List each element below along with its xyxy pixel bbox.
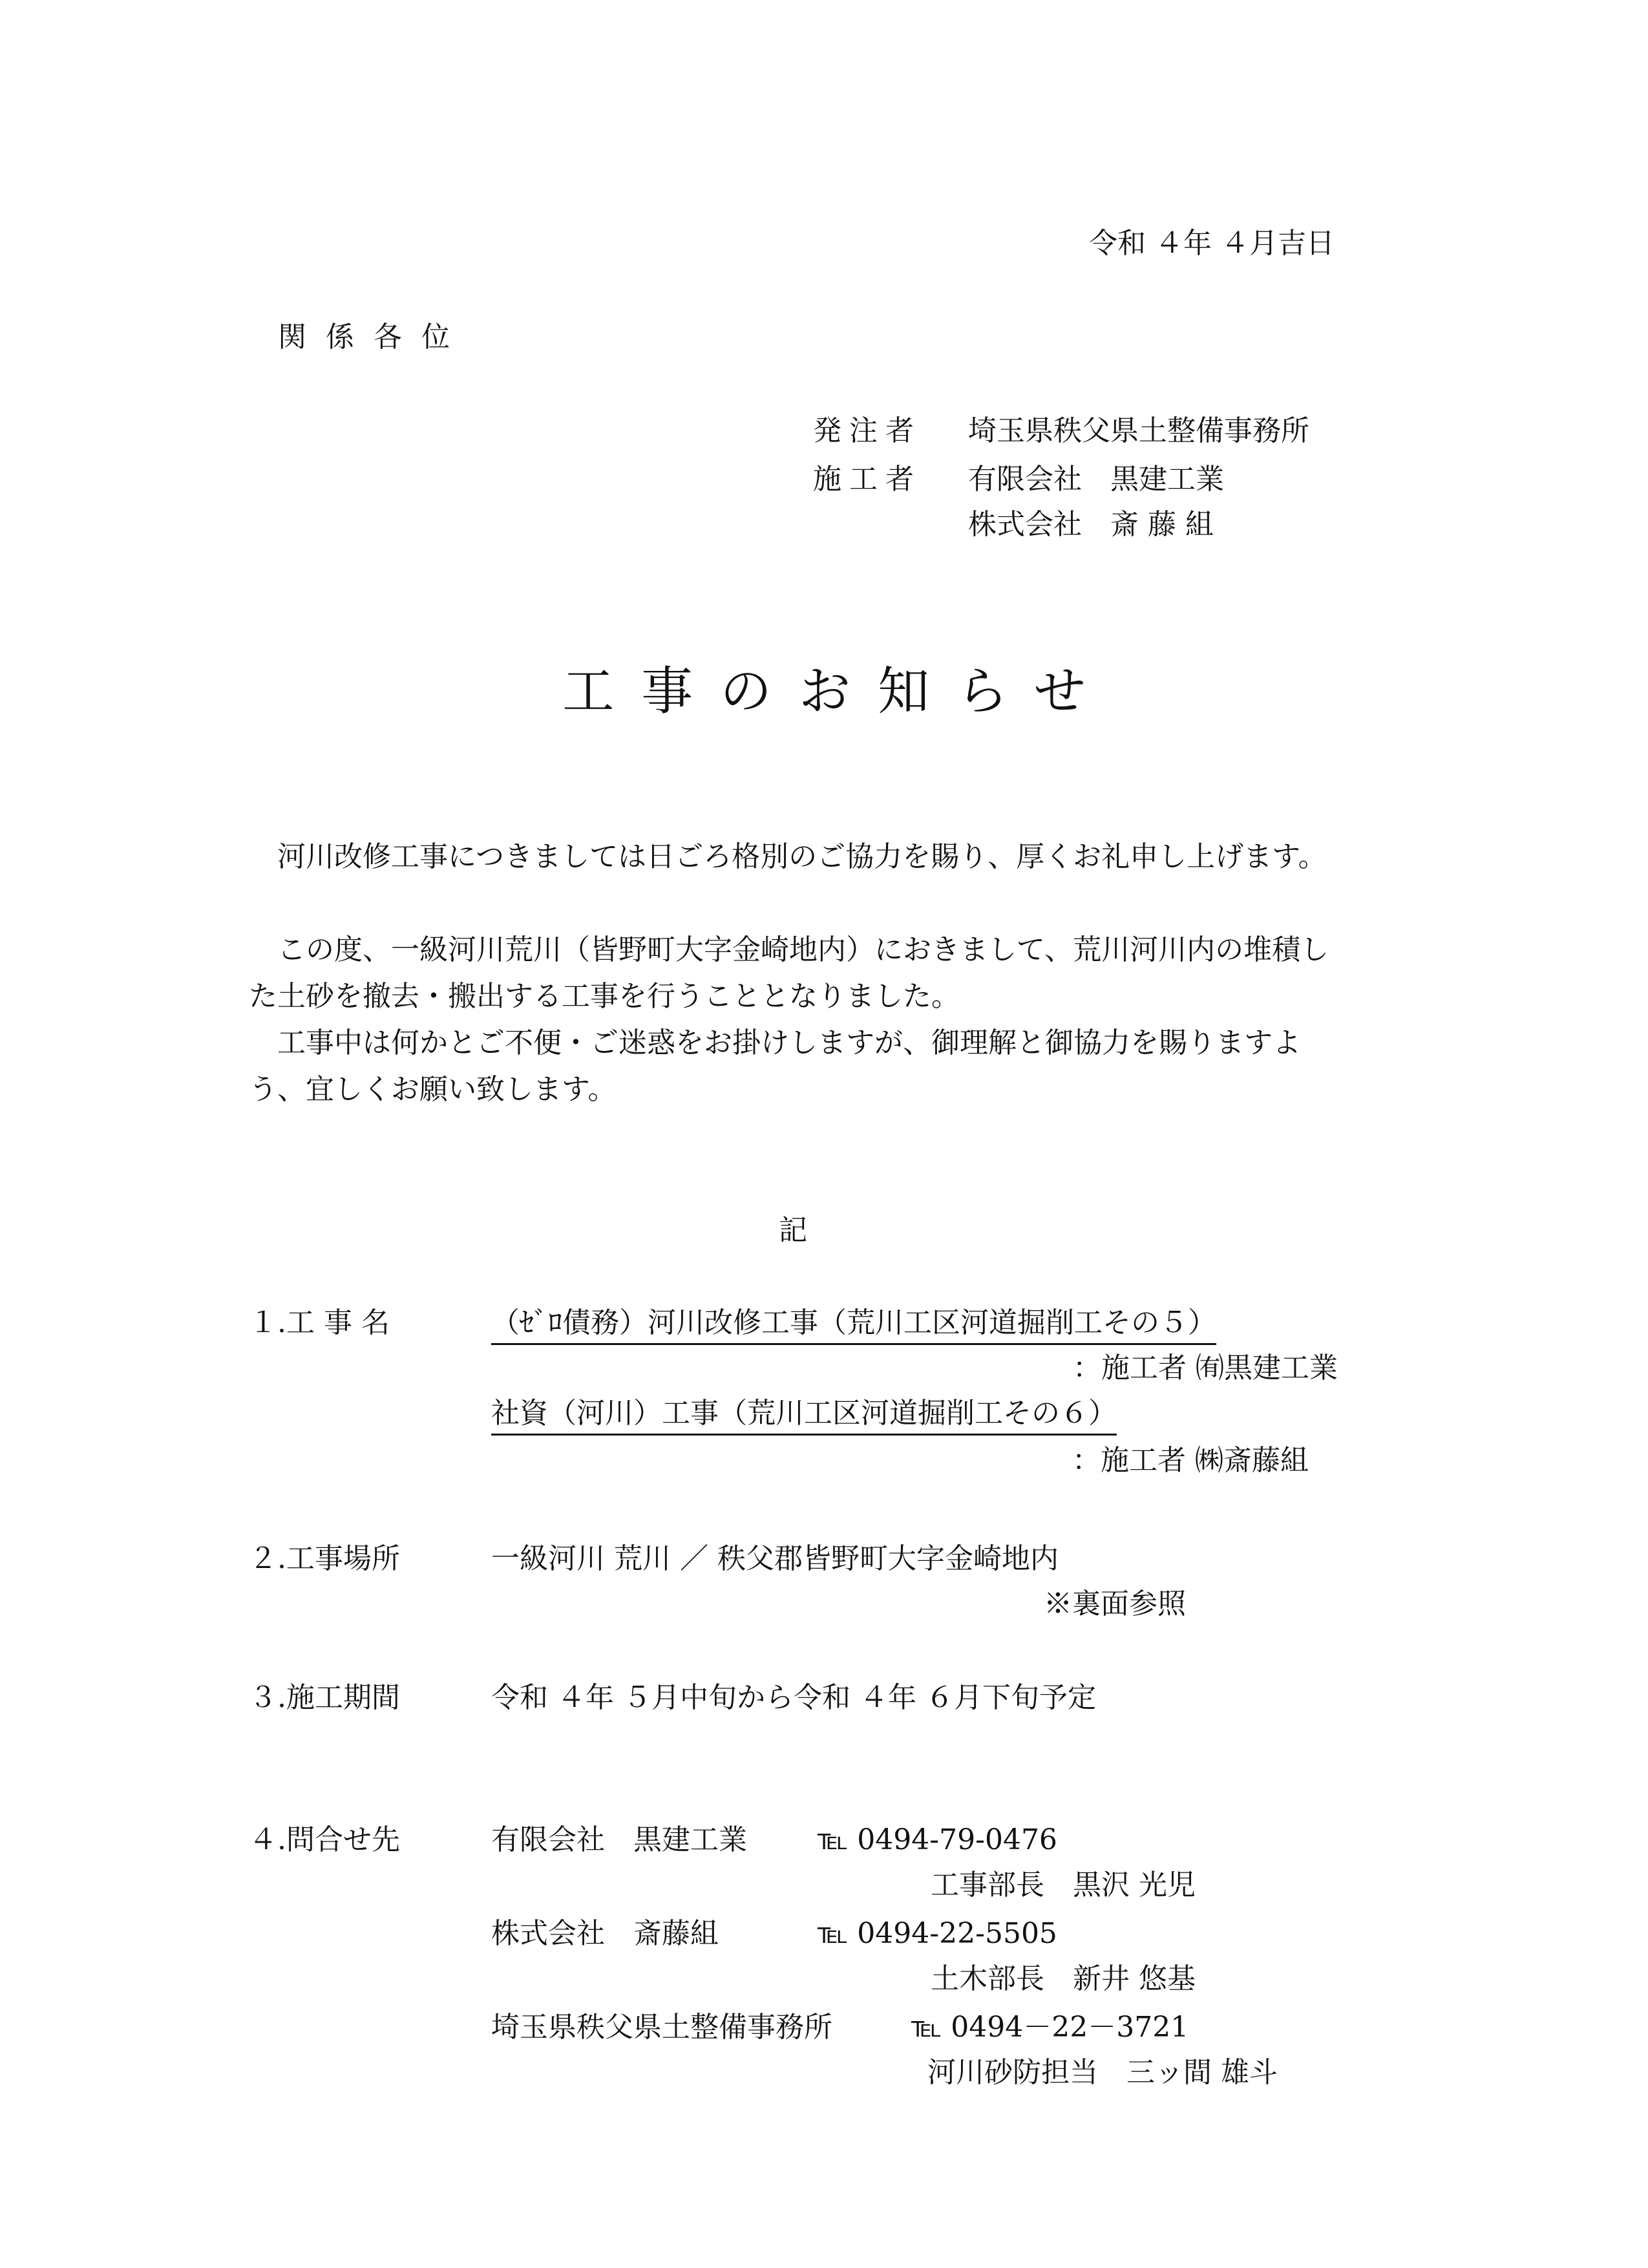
contractor-value-1: 有限会社 黒建工業 bbox=[968, 463, 1224, 496]
body-paragraph-3: 工事中は何かとご不便・ご迷惑をお掛けしますが、御理解と御協力を賜りますよう、宜しくお願い致します。 bbox=[249, 1026, 1301, 1106]
period-value: 令和 ４年 ５月中旬から令和 ４年 ６月下旬予定 bbox=[491, 1681, 1096, 1714]
contact-tel-3: ℡ 0494－22－3721 bbox=[911, 2011, 1189, 2044]
orderer-label: 発注者 bbox=[813, 414, 922, 447]
ki-heading: 記 bbox=[779, 1214, 807, 1247]
document-title: 工事のお知らせ bbox=[562, 661, 1113, 721]
project-contractor-1: ：施工者 ㈲黒建工業 bbox=[1073, 1351, 1338, 1384]
contact-tel-1: ℡ 0494-79-0476 bbox=[818, 1823, 1057, 1856]
orderer-value: 埼玉県秩父県土整備事務所 bbox=[968, 414, 1309, 447]
item-1-label: １.工 事 名 bbox=[249, 1306, 390, 1339]
contact-company-2: 株式会社 斎藤組 bbox=[491, 1917, 719, 1950]
contact-person-1: 工事部長 黒沢 光児 bbox=[931, 1869, 1196, 1902]
item-2-label: ２.工事場所 bbox=[249, 1542, 400, 1575]
item-3-label: ３.施工期間 bbox=[249, 1681, 400, 1714]
place-note: ※裏面参照 bbox=[1044, 1587, 1186, 1620]
contact-company-3: 埼玉県秩父県土整備事務所 bbox=[491, 2011, 832, 2044]
contractor-value-2: 株式会社 斎 藤 組 bbox=[968, 508, 1214, 541]
project-name-2: 社資（河川）工事（荒川工区河道掘削工その６） bbox=[491, 1397, 1117, 1436]
contact-person-2: 土木部長 新井 悠基 bbox=[931, 1962, 1196, 1995]
contractor-label: 施工者 bbox=[813, 463, 922, 496]
contact-company-1: 有限会社 黒建工業 bbox=[491, 1823, 747, 1856]
project-contractor-2: ：施工者 ㈱斎藤組 bbox=[1072, 1444, 1309, 1477]
project-name-1: （ｾﾞﾛ債務）河川改修工事（荒川工区河道掘削工その５） bbox=[491, 1306, 1216, 1345]
addressee: 関係各位 bbox=[278, 321, 469, 354]
body-paragraph-1: 河川改修工事につきましては日ごろ格別のご協力を賜り、厚くお礼申し上げます。 bbox=[277, 840, 1327, 873]
place-value: 一級河川 荒川 ／ 秩父郡皆野町大字金崎地内 bbox=[491, 1542, 1059, 1575]
contact-person-3: 河川砂防担当 三ッ間 雄斗 bbox=[927, 2056, 1278, 2089]
item-4-label: ４.問合せ先 bbox=[249, 1823, 400, 1856]
document-date: 令和 ４年 ４月吉日 bbox=[1089, 227, 1335, 260]
body-paragraph-2: この度、一級河川荒川（皆野町大字金崎地内）におきまして、荒川河川内の堆積した土砂を撤去・搬出する工事を行うこととなりました。 bbox=[249, 933, 1329, 1013]
contact-tel-2: ℡ 0494-22-5505 bbox=[818, 1917, 1057, 1950]
